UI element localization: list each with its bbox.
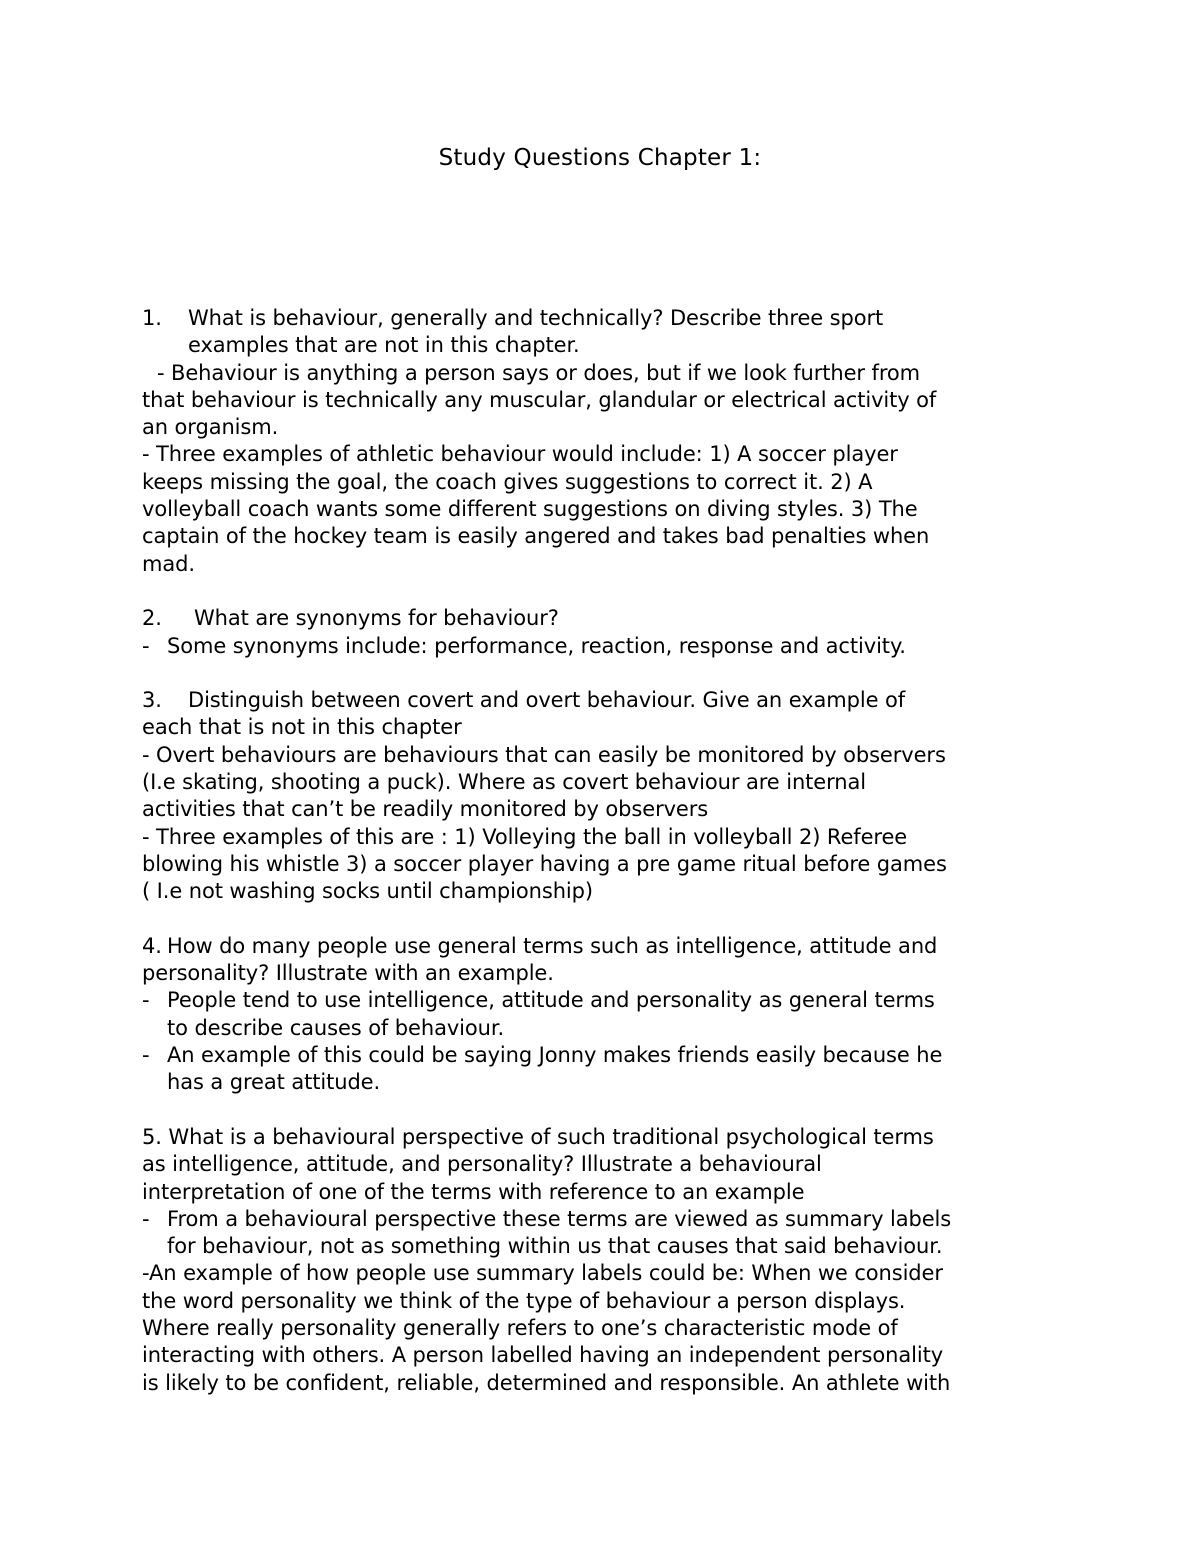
paragraph-gap [142,578,1082,605]
question-text: Distinguish between covert and overt behaviour. Give an example of [188,688,906,713]
answer-line: volleyball coach wants some different suggestions on diving styles. 3) The [142,497,918,522]
answer-line: - Overt behaviours are behaviours that can easily be monitored by observers [142,742,946,767]
question-number: 1. [142,306,162,330]
answer-line [142,1042,1082,1069]
answer-line: - Three examples of athletic behaviour would include: 1) A soccer player [142,442,898,467]
answer-line: Where really personality generally refers to one’s characteristic mode of [142,1315,898,1340]
answer-line: captain of the hockey team is easily angered and takes bad penalties when [142,524,930,549]
question-number: 3. [142,688,162,713]
answer-line [142,633,1082,660]
bullet-dash: - [142,1043,150,1068]
question-2 [142,605,1082,632]
answer-line-continued: has a great attitude. [167,1070,381,1095]
question-5: 5. What is a behavioural perspective of such traditional psychological terms [142,1124,934,1149]
question-text: What are synonyms for behaviour? [194,606,559,631]
question-text: How do many people use general terms such as intelligence, attitude and [167,933,938,958]
answer-line: blowing his whistle 3) a soccer player having a pre game ritual before games [142,851,947,876]
answer-line: -An example of how people use summary labels could be: When we consider [142,1261,943,1286]
answer-line: that behaviour is technically any muscular, glandular or electrical activity of [142,387,937,412]
answer-line [142,1206,1082,1233]
document-body [142,305,1082,1397]
answer-line: (I.e skating, shooting a puck). Where as covert behaviour are internal [142,770,866,795]
answer-line: an organism. [142,415,279,440]
answer-line: mad. [142,551,195,576]
question-text-continued: personality? Illustrate with an example. [142,961,554,986]
question-1 [142,305,1082,332]
answer-text: An example of this could be saying Jonny makes friends easily because he [167,1043,943,1068]
answer-text: People tend to use intelligence, attitude and personality as general terms [167,988,935,1013]
question-4 [142,933,1082,960]
answer-line: - Three examples of this are : 1) Volleying the ball in volleyball 2) Referee [142,824,908,849]
bullet-dash: - [142,633,150,658]
answer-line: the word personality we think of the type of behaviour a person displays. [142,1288,906,1313]
answer-line: activities that can’t be readily monitored by observers [142,797,709,822]
page-title: Study Questions Chapter 1: [438,145,762,171]
question-text-continued: each that is not in this chapter [142,715,462,740]
answer-line: - Behaviour is anything a person says or does, but if we look further from [157,360,921,385]
paragraph-gap [142,906,1082,933]
answer-line: is likely to be confident, reliable, determined and responsible. An athlete with [142,1370,951,1395]
answer-line-continued: to describe causes of behaviour. [167,1015,505,1040]
paragraph-gap [142,660,1082,687]
paragraph-gap [142,1097,1082,1124]
question-text-continued: as intelligence, attitude, and personality? Illustrate a behavioural [142,1152,822,1177]
question-number: 4. [142,933,162,958]
answer-line: ( I.e not washing socks until championship) [142,879,593,904]
question-text: What is behaviour, generally and technically? Describe three sport [188,306,884,330]
bullet-dash: - [142,988,150,1013]
answer-line [142,987,1082,1014]
question-3 [142,687,1082,714]
bullet-dash: - [142,1206,150,1231]
answer-line: interacting with others. A person labelled having an independent personality [142,1343,944,1368]
answer-line: keeps missing the goal, the coach gives suggestions to correct it. 2) A [142,469,873,494]
answer-line-continued: for behaviour, not as something within us that causes that said behaviour. [167,1234,943,1259]
question-text-continued: interpretation of one of the terms with reference to an example [142,1179,805,1204]
answer-text: Some synonyms include: performance, reaction, response and activity. [167,633,906,658]
answer-text: From a behavioural perspective these terms are viewed as summary labels [167,1206,952,1231]
question-number: 2. [142,606,162,631]
question-text-continued: examples that are not in this chapter. [188,333,580,358]
